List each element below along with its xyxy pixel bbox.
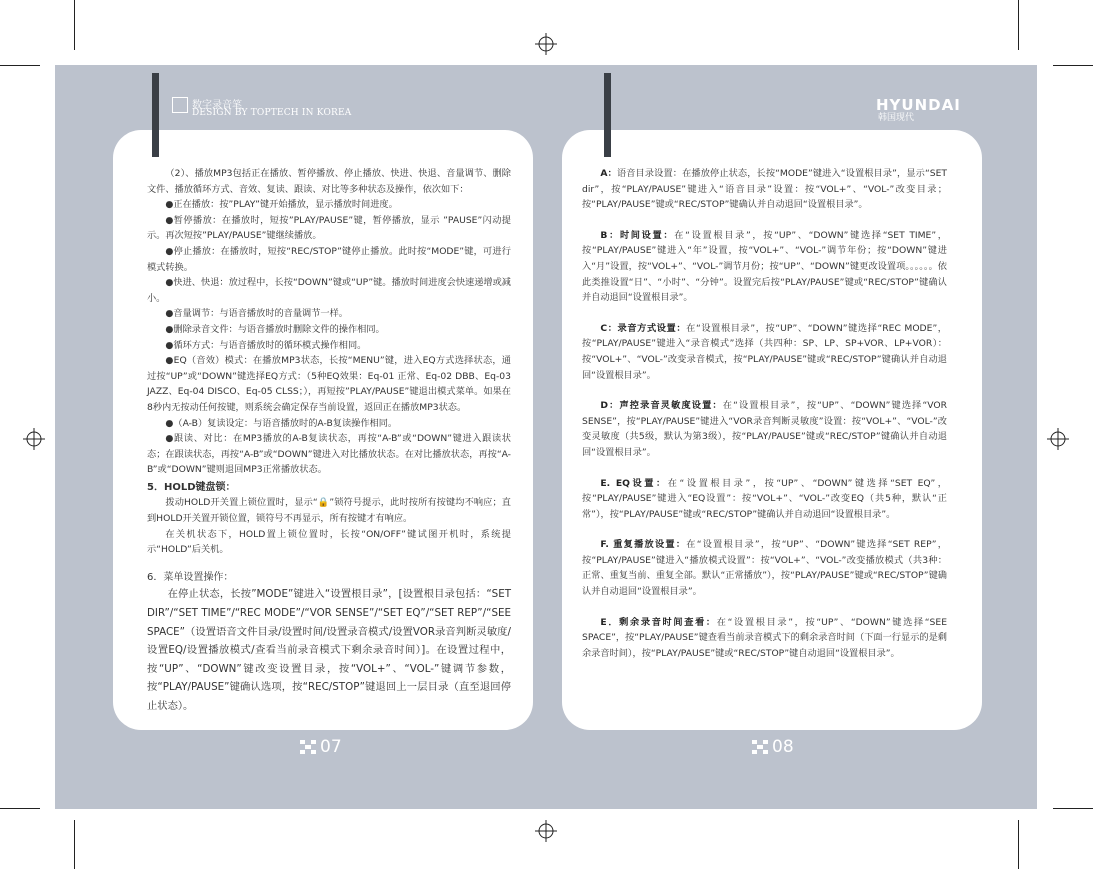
paragraph: ●正在播放：按”PLAY”键开始播放，显示播放时间进度。 xyxy=(165,199,398,211)
item-text: 语音目录设置：在播放停止状态，长按“MODE”键进入“设置根目录”，显示“SET dir”，按“PLAY/PAUSE”键进入“语音目录”设置：按“VOL+”、“VOL-”改变目录；按“PLAY/PAUSE”键或“REC/STOP”键确认并自动退回“设置根目录”。 xyxy=(582,168,947,211)
page-number-left xyxy=(300,737,342,757)
paragraph: ●删除录音文件：与语音播放时删除文件的操作相同。 xyxy=(165,323,385,335)
section-title-hold: 5．HOLD键盘锁： xyxy=(147,481,236,493)
right-page-body xyxy=(582,166,947,661)
item-label: C：录音方式设置： xyxy=(600,322,687,334)
item-text: 在“设置根目录”，按“UP”、“DOWN”键选择“SET TIME”，按“PLAY/PAUSE”键进入“年”设置，按“VOL+”、“VOL-”调节年份；按“DOWN”键进入“月”设置，按“VOL+”、“VOL-”调节月份；按“UP”、“DOWN”键更改设置项。。。。。。依此类推设置“日”、“小时”、“分钟”。设置完后按“PLAY/PAUSE”键或“REC/STOP”键确认并自动退回“设置根目录”。 xyxy=(582,229,947,304)
crop-mark xyxy=(0,808,40,809)
page-number-right xyxy=(752,737,794,757)
left-header-bar xyxy=(152,73,159,157)
crop-mark xyxy=(1053,808,1093,809)
brand-tagline: DESIGN BY TOPTECH IN KOREA xyxy=(192,108,352,118)
crop-mark xyxy=(74,0,75,50)
crop-mark xyxy=(74,820,75,869)
item-text: 在“设置根目录”，按“UP”、“DOWN”键选择“VOR SENSE”，按“PLAY/PAUSE”键进入“VOR录音判断灵敏度”设置：按“VOL+”、“VOL-”改变灵敏度（共5级，默认为第3级），按“PLAY/PAUSE”键或“REC/STOP”键确认并自动退回“设置根目录”。 xyxy=(582,400,947,458)
paragraph: ●EQ（音效）模式：在播放MP3状态，长按“MENU”键，进入EQ方式选择状态，通过按“UP”或“DOWN”键选择EQ方式：（5种EQ效果：Eq-01 正常、Eq-02 DBB、Eq-03 JAZZ、Eq-04 DISCO、Eq-05 CLSS；），再短按”PLAY/PAUSE”键退出模式菜单。如果在8秒内无按动任何按键，则系统会确定保存当前设置，返回正在播放MP3状态。 xyxy=(147,355,511,413)
item-text: 在“设置根目录”，按“UP”、“DOWN”键选择“SET REP”，按“PLAY/PAUSE”键进入“播放模式设置”：按“VOL+”、“VOL-”改变播放模式（共3种：正常、重复当前、重复全部。默认“正常播放”），按“PLAY/PAUSE”键或“REC/STOP”键确认并自动退回“设置根目录”。 xyxy=(582,539,947,598)
logo-subtitle: 韩国现代 xyxy=(878,113,915,123)
crop-mark xyxy=(0,65,40,66)
registration-mark-icon xyxy=(535,820,557,842)
paragraph: ●暂停播放：在播放时，短按”PLAY/PAUSE”键，暂停播放，显示 ”PAUSE”闪动提示。再次短按”PLAY/PAUSE”键继续播放。 xyxy=(147,214,511,242)
setting-item-e xyxy=(582,476,947,523)
brand-box-icon xyxy=(172,97,188,113)
item-text: 在“设置根目录”，按“UP”、“DOWN”键选择“SET EQ”，按“PLAY/PAUSE”键进入“EQ设置”：按“VOL+”、“VOL-”改变EQ（共5种，默认“正常”），按“PLAY/PAUSE”键或“REC/STOP”键确认并自动退回“设置根目录”。 xyxy=(582,477,947,520)
setting-item-f xyxy=(582,537,947,599)
brand-chinese-name: 数字录音笔 xyxy=(192,100,242,111)
item-label: E. EQ设置： xyxy=(600,477,668,489)
section-title-menu: 6．菜单设置操作： xyxy=(147,571,234,583)
left-page-body xyxy=(147,166,511,716)
item-label: B：时间设置： xyxy=(600,229,675,241)
paragraph: ●（A-B）复读设定：与语音播放时的A-B复读操作相同。 xyxy=(165,417,398,429)
right-header-bar xyxy=(604,73,611,157)
paragraph: 拨动HOLD开关置上锁位置时，显示“🔒”锁符号提示，此时按所有按键均不响应；直到HOLD开关置开锁位置，锁符号不再显示，所有按键才有响应。 xyxy=(147,497,511,525)
item-label: A： xyxy=(600,168,617,179)
paragraph: ●跟读、对比：在MP3播放的A-B复读状态，再按“A-B”或“DOWN”键进入跟读状态；在跟读状态，再按“A-B”或“DOWN”键进入对比播放状态。在对比播放状态，再按“A-B”或“DOWN”键则退回MP3正常播放状态。 xyxy=(147,433,511,476)
paragraph: ●停止播放：在播放时，短按“REC/STOP”键停止播放。此时按“MODE”键，可进行模式转换。 xyxy=(147,245,511,273)
page-number-text: 08 xyxy=(772,737,794,757)
crop-mark xyxy=(1018,0,1019,50)
item-text: 在“设置根目录”，按“UP”、“DOWN”键选择“REC MODE”，按“PLAY/PAUSE”键进入“录音模式”选择（共四种：SP、LP、SP+VOR、LP+VOR）：按“VOL+”、“VOL-”改变录音模式，按“PLAY/PAUSE”键或“REC/STOP”键确认并自动退回“设置根目录”。 xyxy=(582,322,947,381)
crop-mark xyxy=(1018,820,1019,869)
setting-item-a xyxy=(582,166,947,213)
setting-item-g xyxy=(582,615,947,662)
page-ornament-icon xyxy=(752,740,768,754)
item-label: D：声控录音灵敏度设置： xyxy=(600,400,723,412)
paragraph: ●快进、快退：放过程中，长按“DOWN”键或“UP”键。播放时间进度会快速递增或减小。 xyxy=(147,277,511,304)
item-text: 在“设置根目录”，按“UP”、“DOWN”键选择“SEE SPACE”，按“PLAY/PAUSE”键查看当前录音模式下的剩余录音时间（下面一行显示的是剩余录音时间），按“PLAY/PAUSE”键或“REC/STOP”键自动退回“设置根目录”。 xyxy=(582,616,947,659)
crop-mark xyxy=(1053,65,1093,66)
paragraph: ●循环方式：与语音播放时的循环模式操作相同。 xyxy=(165,339,367,351)
setting-item-c xyxy=(582,321,947,383)
item-label: E．剩余录音时间查看： xyxy=(600,616,717,628)
paragraph: 在关机状态下，HOLD置上锁位置时，长按“ON/OFF”键试图开机时，系统提示“HOLD”后关机。 xyxy=(147,528,511,556)
setting-item-d xyxy=(582,398,947,460)
hyundai-logo: HYUNDAI xyxy=(876,96,961,114)
paragraph: （2）、播放MP3包括正在播放、暂停播放、停止播放、快进、快退、音量调节、删除文件、播放循环方式、音效、复读、跟读、对比等多种状态及操作，依次如下： xyxy=(147,168,511,195)
registration-mark-icon xyxy=(23,428,45,450)
paragraph: ●音量调节：与语音播放时的音量调节一样。 xyxy=(165,308,348,320)
registration-mark-icon xyxy=(1047,428,1069,450)
paragraph: 在停止状态，长按”MODE”键进入“设置根目录”，[设置根目录包括：“SET DIR”/“SET TIME”/“REC MODE”/“VOR SENSE”/“SET EQ”/“SET REP”/“SEE SPACE”（设置语音文件目录/设置时间/设置录音模式/设置VOR录音判断灵敏度/设置EQ/设置播放模式/查看当前录音模式下剩余录音时间）]。在设置过程中，按“UP”、“DOWN”键改变设置目录，按“VOL+”、“VOL-”键调节参数，按“PLAY/PAUSE”键确认选项，按“REC/STOP”键退回上一层目录（直至退回停止状态）。 xyxy=(147,588,511,712)
registration-mark-icon xyxy=(535,33,557,55)
setting-item-b xyxy=(582,228,947,306)
item-label: F. 重复播放设置： xyxy=(600,539,687,551)
page-number-text: 07 xyxy=(320,737,342,757)
page-ornament-icon xyxy=(300,740,316,754)
